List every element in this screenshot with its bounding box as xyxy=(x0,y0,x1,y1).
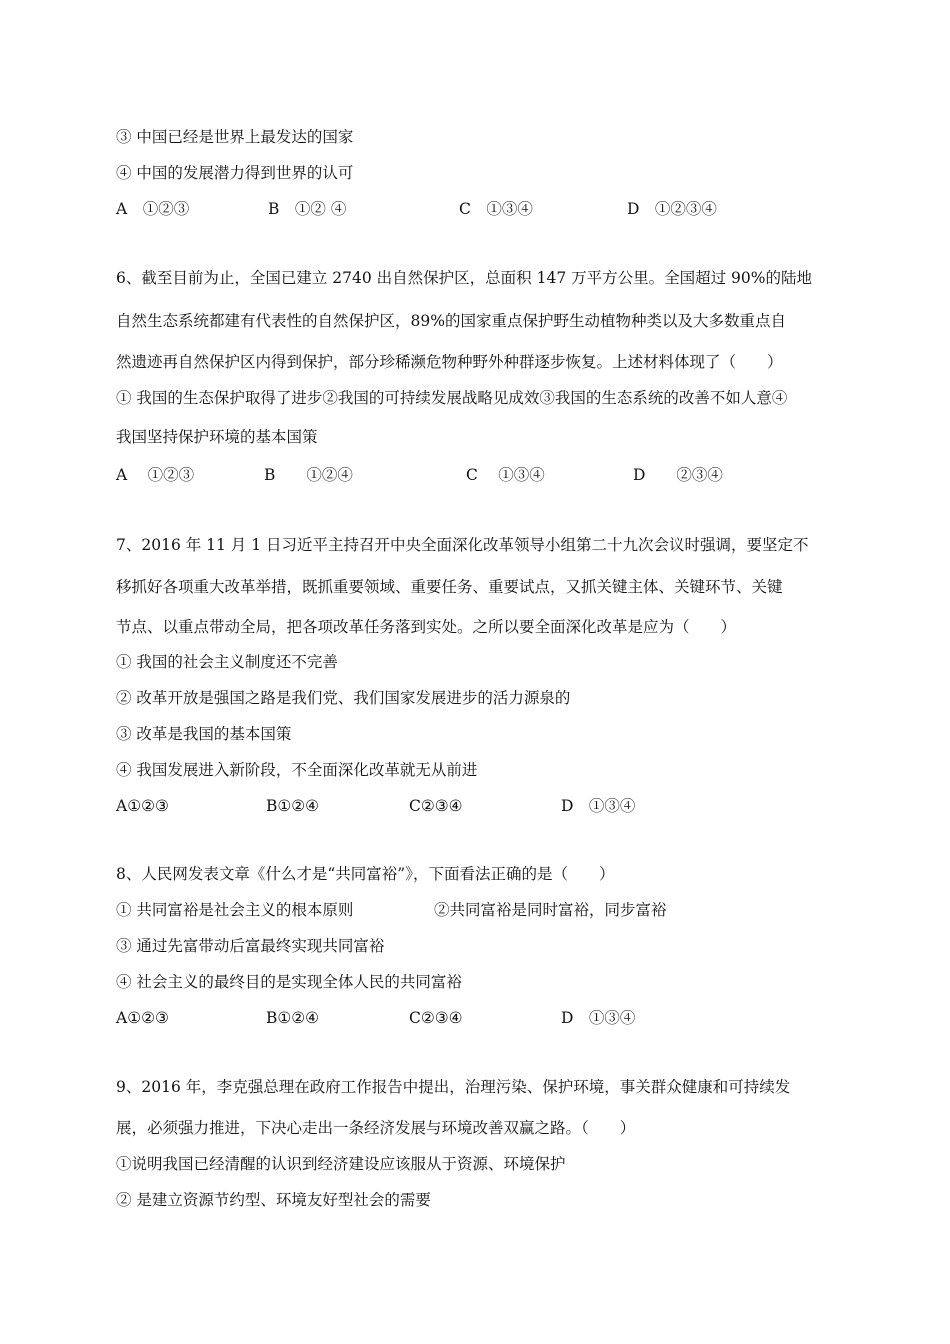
q6-stem-line-3: 然遗迹再自然保护区内得到保护，部分珍稀濒危物种野外种群逐步恢复。上述材料体现了（ ） xyxy=(116,353,783,371)
q7-option-a: A①②③ xyxy=(116,797,169,815)
q6-choices-line-2: 我国坚持保护环境的基本国策 xyxy=(116,428,318,446)
q7-choice-2: ② 改革开放是强国之路是我们党、我们国家发展进步的活力源泉的 xyxy=(116,689,571,707)
q5-option-c: C ①③④ xyxy=(459,200,533,218)
q7-choice-3: ③ 改革是我国的基本国策 xyxy=(116,725,292,743)
q8-option-b: B①②④ xyxy=(266,1009,320,1027)
q8-option-a: A①②③ xyxy=(116,1009,169,1027)
q8-option-d: D ①③④ xyxy=(561,1009,636,1027)
q7-choice-1: ① 我国的社会主义制度还不完善 xyxy=(116,653,338,671)
q9-stem-line-2: 展，必须强力推进，下决心走出一条经济发展与环境改善双赢之路。（ ） xyxy=(116,1119,636,1137)
q9-choice-2: ② 是建立资源节约型、环境友好型社会的需要 xyxy=(116,1191,431,1209)
q8-option-c: C②③④ xyxy=(409,1009,463,1027)
q6-option-d: D ②③④ xyxy=(633,466,723,484)
q5-option-b: B ①② ④ xyxy=(268,200,347,218)
q6-choices-line-1: ① 我国的生态保护取得了进步②我国的可持续发展战略见成效③我国的生态系统的改善不如人意④ xyxy=(116,389,788,407)
q7-option-b: B①②④ xyxy=(266,797,320,815)
q8-choice-3: ③ 通过先富带动后富最终实现共同富裕 xyxy=(116,937,385,955)
q7-option-c: C②③④ xyxy=(409,797,463,815)
q8-choice-1: ① 共同富裕是社会主义的根本原则 xyxy=(116,901,354,919)
q5-choice-4: ④ 中国的发展潜力得到世界的认可 xyxy=(116,164,354,182)
q5-option-a: A ①②③ xyxy=(116,200,190,218)
q8-choice-4: ④ 社会主义的最终目的是实现全体人民的共同富裕 xyxy=(116,973,462,991)
q6-option-b: B ①②④ xyxy=(264,466,353,484)
q7-option-d: D ①③④ xyxy=(561,797,636,815)
q6-stem-line-1: 6、截至目前为止，全国已建立 2740 出自然保护区，总面积 147 万平方公里。全国超过 90%的陆地 xyxy=(116,269,812,287)
q5-option-d: D ①②③④ xyxy=(627,200,717,218)
q7-choice-4: ④ 我国发展进入新阶段，不全面深化改革就无从前进 xyxy=(116,761,478,779)
q8-stem: 8、人民网发表文章《什么才是“共同富裕”》，下面看法正确的是（ ） xyxy=(116,865,615,883)
q6-option-c: C ①③④ xyxy=(466,466,545,484)
q6-option-a: A ①②③ xyxy=(116,466,195,484)
q9-choice-1: ①说明我国已经清醒的认识到经济建设应该服从于资源、环境保护 xyxy=(116,1155,566,1173)
q7-stem-line-2: 移抓好各项重大改革举措，既抓重要领域、重要任务、重要试点，又抓关键主体、关键环节、关键 xyxy=(116,578,783,596)
q8-choice-2: ②共同富裕是同时富裕，同步富裕 xyxy=(434,901,667,919)
q6-stem-line-2: 自然生态系统都建有代表性的自然保护区，89%的国家重点保护野生动植物种类以及大多数重点自 xyxy=(116,312,786,330)
q7-stem-line-3: 节点、以重点带动全局，把各项改革任务落到实处。之所以要全面深化改革是应为（ ） xyxy=(116,618,737,636)
q5-choice-3: ③ 中国已经是世界上最发达的国家 xyxy=(116,128,354,146)
q7-stem-line-1: 7、2016 年 11 月 1 日习近平主持召开中央全面深化改革领导小组第二十九次会议时强调，要坚定不 xyxy=(116,536,809,554)
q9-stem-line-1: 9、2016 年，李克强总理在政府工作报告中提出，治理污染、保护环境，事关群众健康和可持续发 xyxy=(116,1078,791,1096)
